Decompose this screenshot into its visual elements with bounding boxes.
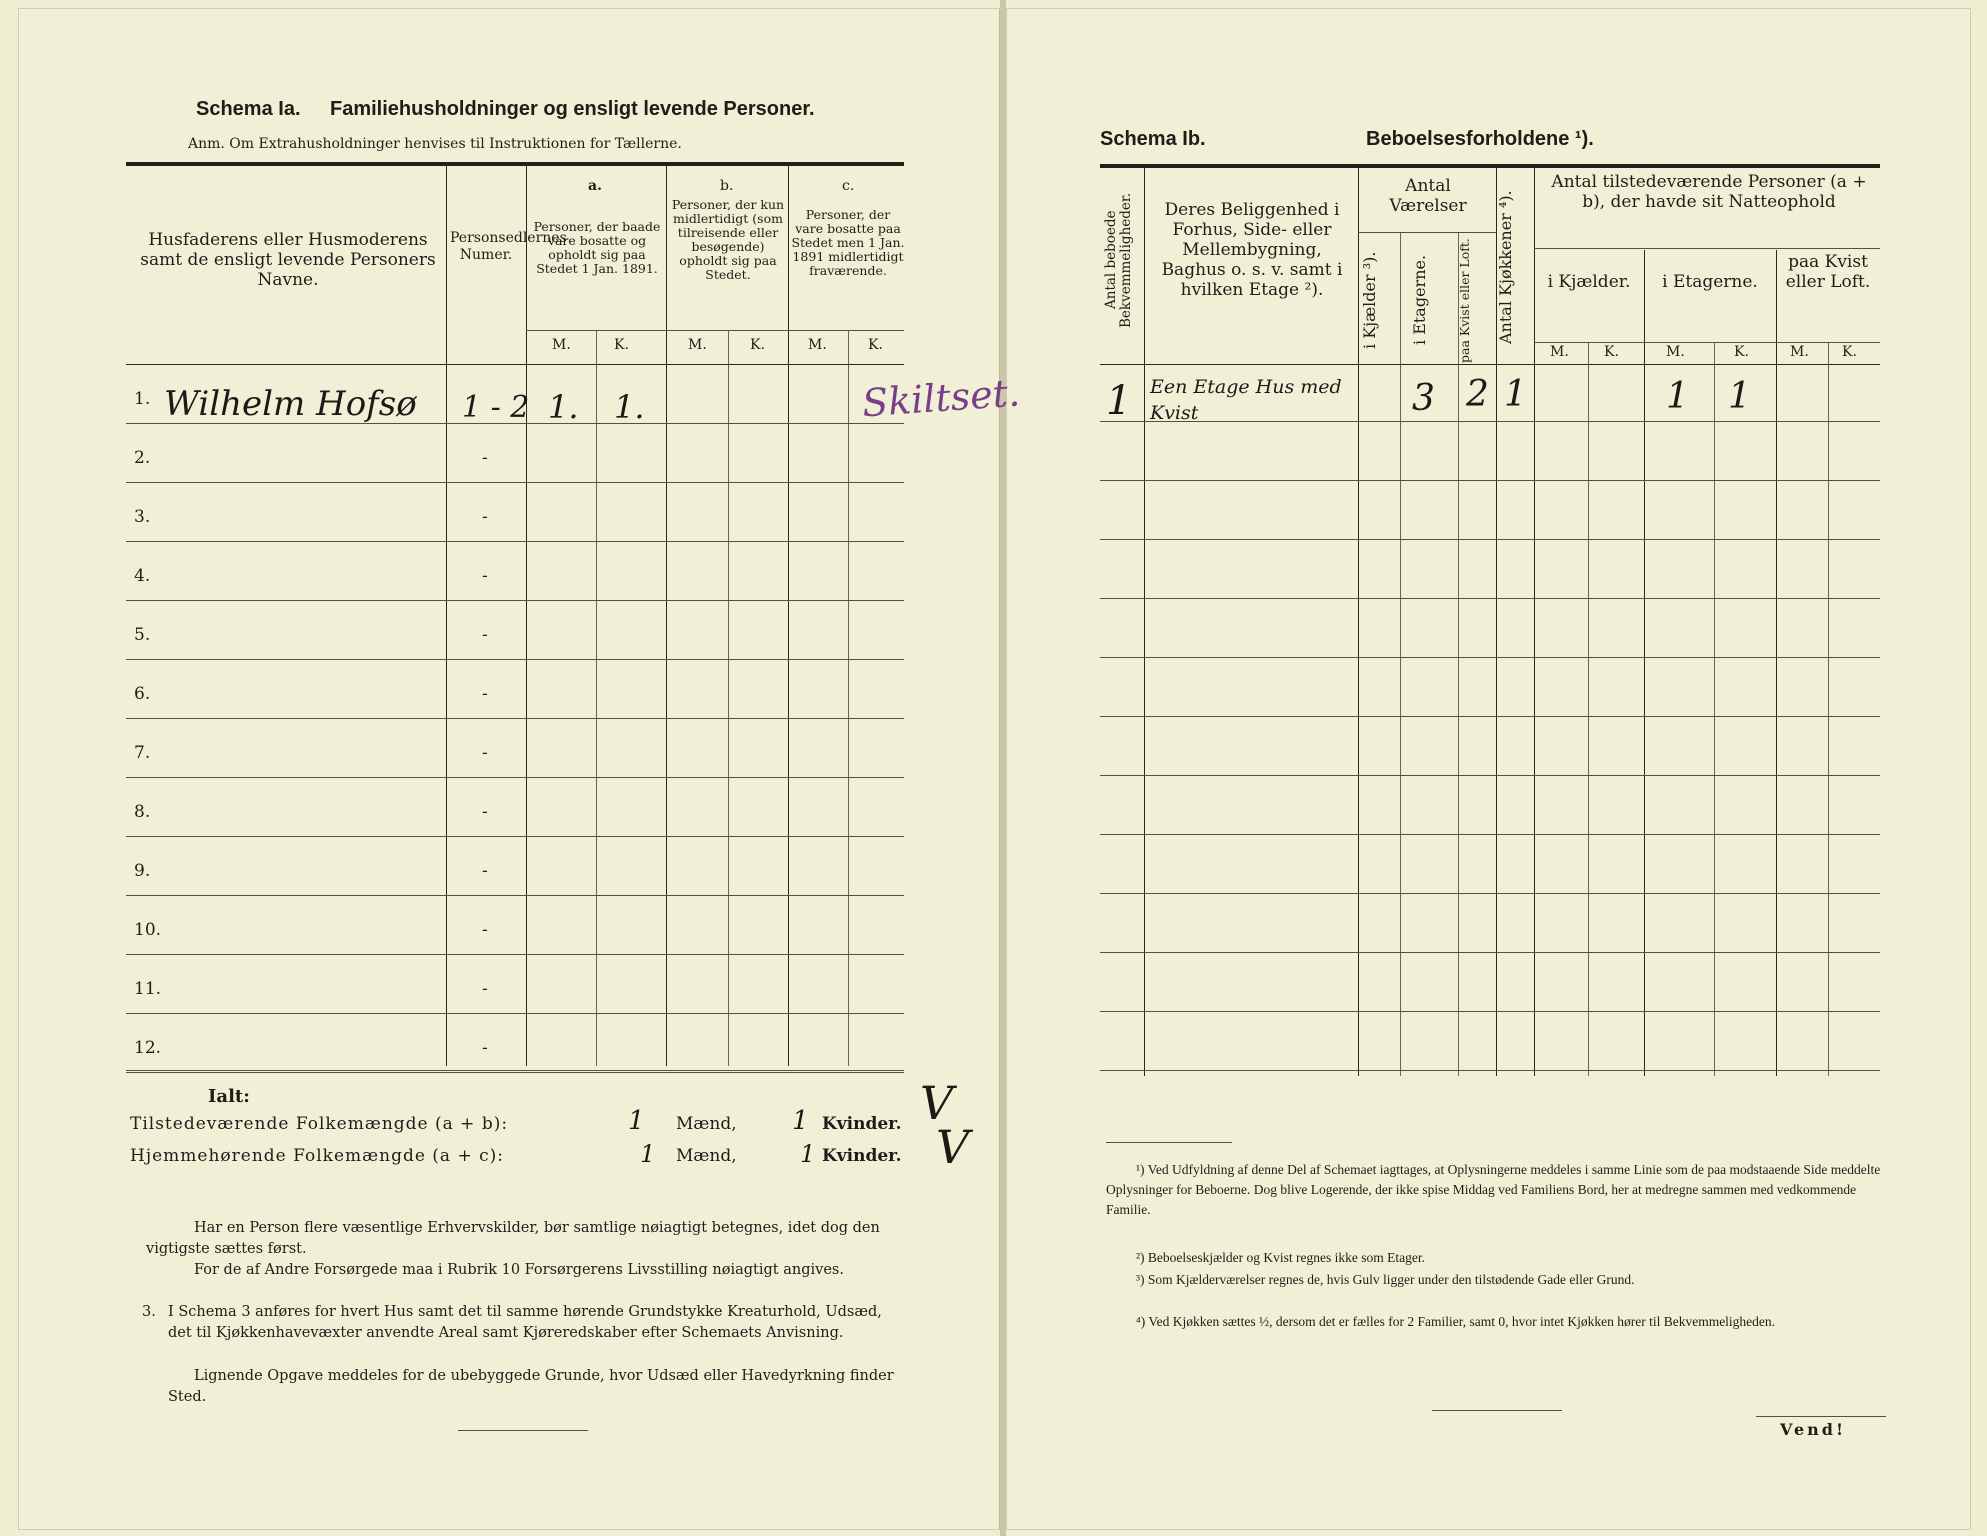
tilst-maend: Mænd, [676,1114,737,1134]
row-rule [126,836,904,837]
sub-kvist-m: M. [1790,344,1809,360]
para-1: Har en Person flere væsentlige Erhvervskilder, bør samtlige nøiagtigt betegnes, idet dog den vigtigste sættes først. [146,1220,880,1257]
row-rule [126,1072,904,1073]
col-a-m: M. [552,337,571,353]
row-number: 9. [134,861,151,881]
footnote-1: ¹) Ved Udfyldning af denne Del af Schemaet iagttages, at Oplysningerne meddeles i samme Linie som de paa modstaaende Side meddelte Oplysninger for Beboerne. Dog blive Logerende, der ikke spise Middag ved Familiens Bord, her at medregne sammen med vedkommende Familie. [1106,1162,1881,1217]
row-rule [126,659,904,660]
col-b-text: Personer, der kun midlertidigt (som tilreisende eller besøgende) opholdt sig paa Stedet. [671,197,785,282]
vend-label: Vend! [1780,1420,1846,1439]
end-rule [458,1430,588,1431]
col-divider [1714,342,1715,1076]
ialt-label: Ialt: [208,1086,250,1107]
col-divider [526,166,527,1066]
right-row-rule [1100,480,1880,481]
para-4: Lignende Opgave meddeles for de ubebyggede Grunde, hvor Udsæd eller Havedyrkning finder Sted. [168,1368,894,1405]
col-divider [788,166,789,1066]
col-divider [1400,232,1401,1076]
col-a-text: Personer, der baade vare bosatte og opholdt sig paa Stedet 1 Jan. 1891. [533,219,661,276]
row1-a-m: 1. [548,388,579,426]
col-divider [446,166,447,1066]
mk-rule [526,330,904,331]
vaer-rule [1358,232,1496,233]
col-divider [1144,168,1145,1076]
header-bottom-rule [126,364,904,365]
row1-pnum: 1 - 2 [462,390,530,425]
col-personer-header: Antal tilstedeværende Personer (a + b), der havde sit Natteophold [1551,172,1867,212]
tilst-label: Tilstedeværende Folkemængde (a + b): [130,1114,509,1134]
sub-kjaelder-m: M. [1550,344,1569,360]
col-divider [666,166,667,1066]
col-divider [1588,342,1589,1076]
right-table-top-rule [1100,164,1880,168]
schema-ia-title: Familiehusholdninger og ensligt levende Personer. [330,98,815,120]
check-mark-1: V [920,1076,954,1130]
row-number: 10. [134,920,162,940]
row-number: 11. [134,979,162,999]
row-pnum: - [482,507,488,527]
row-pnum: - [482,802,488,822]
row-number: 2. [134,448,151,468]
r-row1-etag: 3 [1412,378,1435,419]
col-vaer-header: Antal Værelser [1389,176,1467,216]
sub-kvist-k: K. [1842,344,1857,360]
col-divider [728,330,729,1066]
right-row-rule [1100,539,1880,540]
row-rule [126,954,904,955]
r-row1-bekv: 1 [1106,378,1132,424]
hjem-k: 1 [800,1140,816,1168]
col-c-m: M. [808,337,827,353]
right-row-rule [1100,657,1880,658]
row-rule [126,895,904,896]
tilst-kvinder: Kvinder. [822,1114,902,1134]
tilst-k: 1 [792,1106,809,1136]
col-c-text: Personer, der vare bosatte paa Stedet men 1 Jan. 1891 midlertidigt fraværende. [791,207,905,278]
r-row1-belig: Een Etage Hus med Kvist [1150,376,1342,424]
row1-name: Wilhelm Hofsø [164,384,417,424]
row-rule [126,1013,904,1014]
right-mk-rule [1534,342,1880,343]
col-divider [848,330,849,1066]
col-c-k: K. [868,337,883,353]
row-number: 8. [134,802,151,822]
r-row1-kvist: 2 [1466,374,1489,415]
col-etag-header: i Etagerne. [1410,254,1429,346]
row1-a-k: 1. [614,388,645,426]
col-divider [1358,168,1359,1076]
right-row-rule [1100,775,1880,776]
row-number: 4. [134,566,151,586]
row-pnum: - [482,861,488,881]
row-number: 7. [134,743,151,763]
sub-kjaelder: i Kjælder. [1547,272,1631,292]
hjem-kvinder: Kvinder. [822,1146,902,1166]
row-rule [126,718,904,719]
tilst-m: 1 [628,1106,645,1136]
col-bekv-header: Antal beboede Bekvemmeligheder. [1103,192,1134,328]
col-kvist-header: paa Kvist eller Loft. [1457,238,1472,364]
para-3: I Schema 3 anføres for hvert Hus samt det til samme hørende Grundstykke Kreaturhold, Udsæd, det til Kjøkkenhavevæxter anvendte Areal samt Kjøreredskaber efter Schemaets Anvisning. [168,1304,882,1341]
anm-note: Anm. Om Extrahusholdninger henvises til Instruktionen for Tællerne. [188,136,682,152]
r-row1-et-m: 1 [1666,376,1689,417]
row-pnum: - [482,920,488,940]
right-row-rule [1100,716,1880,717]
totals-rule [126,1070,904,1071]
sub-etag: i Etagerne. [1662,272,1758,292]
col-name-header: Husfaderens eller Husmoderens samt de ensligt levende Personers Navne. [140,230,436,290]
sub-kvist: paa Kvist eller Loft. [1785,252,1871,292]
row-number: 6. [134,684,151,704]
schema-ib-title: Beboelsesforholdene ¹). [1366,128,1594,150]
sub-etag-m: M. [1666,344,1685,360]
footnote-2: ²) Beboelseskjælder og Kvist regnes ikke som Etager. [1136,1250,1425,1265]
check-mark-2: V [936,1120,970,1174]
right-end-rule [1432,1410,1562,1411]
col-kjokken-header: Antal Kjøkkener ⁴). [1496,190,1515,344]
col-b-letter: b. [720,178,734,194]
page-fold [1000,0,1006,1536]
col-num-header: Personsedlernes Numer. [450,230,567,263]
schema-ia-label: Schema Ia. [196,98,301,120]
col-b-m: M. [688,337,707,353]
personer-rule [1534,248,1880,249]
row-pnum: - [482,1038,488,1058]
row-rule [126,777,904,778]
col-c-letter: c. [842,178,855,194]
sub-etag-k: K. [1734,344,1749,360]
col-b-k: K. [750,337,765,353]
hjem-label: Hjemmehørende Folkemængde (a + c): [130,1146,504,1166]
row1-note: Skiltset. [860,370,1022,426]
row-number: 12. [134,1038,162,1058]
para-3-num: 3. [142,1304,156,1320]
col-divider [1828,342,1829,1076]
right-row-rule [1100,1011,1880,1012]
footnote-rule [1106,1142,1232,1143]
row-pnum: - [482,566,488,586]
right-row-rule [1100,893,1880,894]
right-row-rule [1100,952,1880,953]
row-pnum: - [482,743,488,763]
col-divider [1534,168,1535,1076]
col-belig-header: Deres Beliggenhed i Forhus, Side- eller Mellembygning, Baghus o. s. v. samt i hvilken Etage ²). [1161,200,1343,300]
row-pnum: - [482,448,488,468]
right-row-rule [1100,1070,1880,1071]
right-row-rule [1100,598,1880,599]
row-rule [126,541,904,542]
hjem-maend: Mænd, [676,1146,737,1166]
row-number: 3. [134,507,151,527]
sub-kjaelder-k: K. [1604,344,1619,360]
r-row1-kjokken: 1 [1504,374,1527,415]
vend-rule [1756,1416,1886,1417]
row-rule [126,600,904,601]
row-number: 5. [134,625,151,645]
footnote-4: ⁴) Ved Kjøkken sættes ½, dersom det er fælles for 2 Familier, samt 0, hvor intet Kjøkken hører til Bekvemmeligheden. [1136,1314,1776,1329]
row-pnum: - [482,625,488,645]
hjem-m: 1 [640,1140,656,1168]
right-header-bottom-rule [1100,364,1880,365]
footnote-3: ³) Som Kjælderværelser regnes de, hvis Gulv ligger under den tilstødende Gade eller Grund. [1136,1272,1635,1287]
row-rule [126,482,904,483]
r-row1-et-k: 1 [1728,376,1751,417]
col-a-letter: a. [588,178,602,194]
col-kjaelder-header: i Kjælder ³). [1360,251,1379,349]
row-number: 1. [134,389,151,409]
schema-ib-label: Schema Ib. [1100,128,1206,150]
para-2: For de af Andre Forsørgede maa i Rubrik 10 Forsørgerens Livsstilling nøiagtigt angives. [194,1262,844,1278]
row-pnum: - [482,979,488,999]
col-divider [596,330,597,1066]
right-row-rule [1100,834,1880,835]
col-a-k: K. [614,337,629,353]
row-pnum: - [482,684,488,704]
